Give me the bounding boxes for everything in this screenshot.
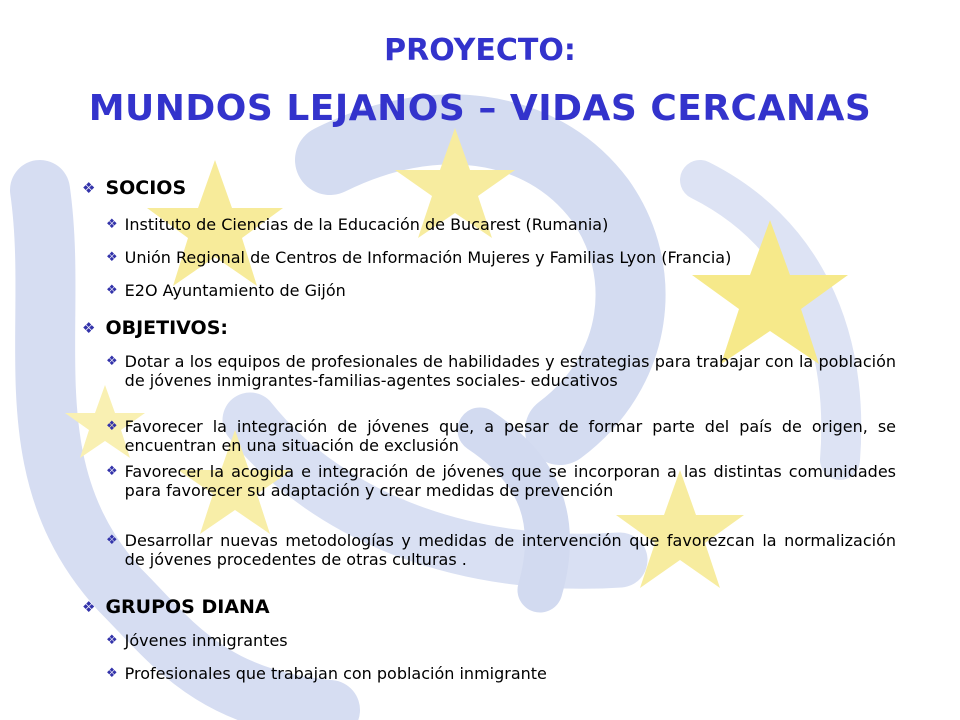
list-item — [106, 281, 896, 300]
list-item — [106, 531, 896, 569]
bullet-diamond-icon: ❖ — [106, 419, 118, 434]
section-heading-text: GRUPOS DIANA — [105, 596, 270, 618]
list-item-text: Desarrollar nuevas metodologías y medidas de intervención que favorezcan la normalización de jóvenes procedentes de otras culturas . — [124, 531, 896, 569]
list-item-text: Unión Regional de Centros de Información Mujeres y Familias Lyon (Francia) — [124, 248, 732, 267]
list-item — [106, 215, 896, 234]
list-item — [106, 664, 896, 683]
list-item-text: Instituto de Ciencias de la Educación de Bucarest (Rumania) — [124, 215, 609, 234]
slide-title-line2: MUNDOS LEJANOS – VIDAS CERCANAS — [88, 88, 872, 129]
list-item-text: Jóvenes inmigrantes — [124, 631, 288, 650]
list-item-text: Dotar a los equipos de profesionales de habilidades y estrategias para trabajar con la población de jóvenes inmigrantes-familias-agentes sociales- educativos — [124, 352, 896, 390]
section-heading-grupos — [82, 596, 270, 618]
bullet-diamond-icon: ❖ — [106, 283, 118, 298]
list-item — [106, 248, 896, 267]
list-item — [106, 352, 896, 390]
bullet-diamond-icon: ❖ — [106, 533, 118, 548]
bullet-diamond-icon: ❖ — [106, 250, 118, 265]
section-heading-text: SOCIOS — [105, 177, 187, 199]
bullet-diamond-icon: ❖ — [106, 666, 118, 681]
list-item-text: Favorecer la integración de jóvenes que, a pesar de formar parte del país de origen, se encuentran en una situación de exclusión — [124, 417, 896, 455]
bullet-diamond-icon: ❖ — [106, 464, 118, 479]
slide-title-line1: PROYECTO: — [384, 33, 576, 68]
section-heading-text: OBJETIVOS: — [105, 317, 228, 339]
section-heading-socios — [82, 177, 186, 199]
bullet-diamond-icon: ❖ — [82, 598, 96, 616]
bullet-diamond-icon: ❖ — [106, 354, 118, 369]
list-item — [106, 462, 896, 500]
bullet-diamond-icon: ❖ — [82, 319, 96, 337]
bullet-diamond-icon: ❖ — [106, 633, 118, 648]
list-item — [106, 631, 896, 650]
bullet-diamond-icon: ❖ — [106, 217, 118, 232]
section-heading-objetivos — [82, 317, 228, 339]
bullet-diamond-icon: ❖ — [82, 179, 96, 197]
list-item-text: Favorecer la acogida e integración de jóvenes que se incorporan a las distintas comunidades para favorecer su adaptación y crear medidas de prevención — [124, 462, 896, 500]
list-item-text: Profesionales que trabajan con población inmigrante — [124, 664, 547, 683]
list-item — [106, 417, 896, 455]
list-item-text: E2O Ayuntamiento de Gijón — [124, 281, 346, 300]
